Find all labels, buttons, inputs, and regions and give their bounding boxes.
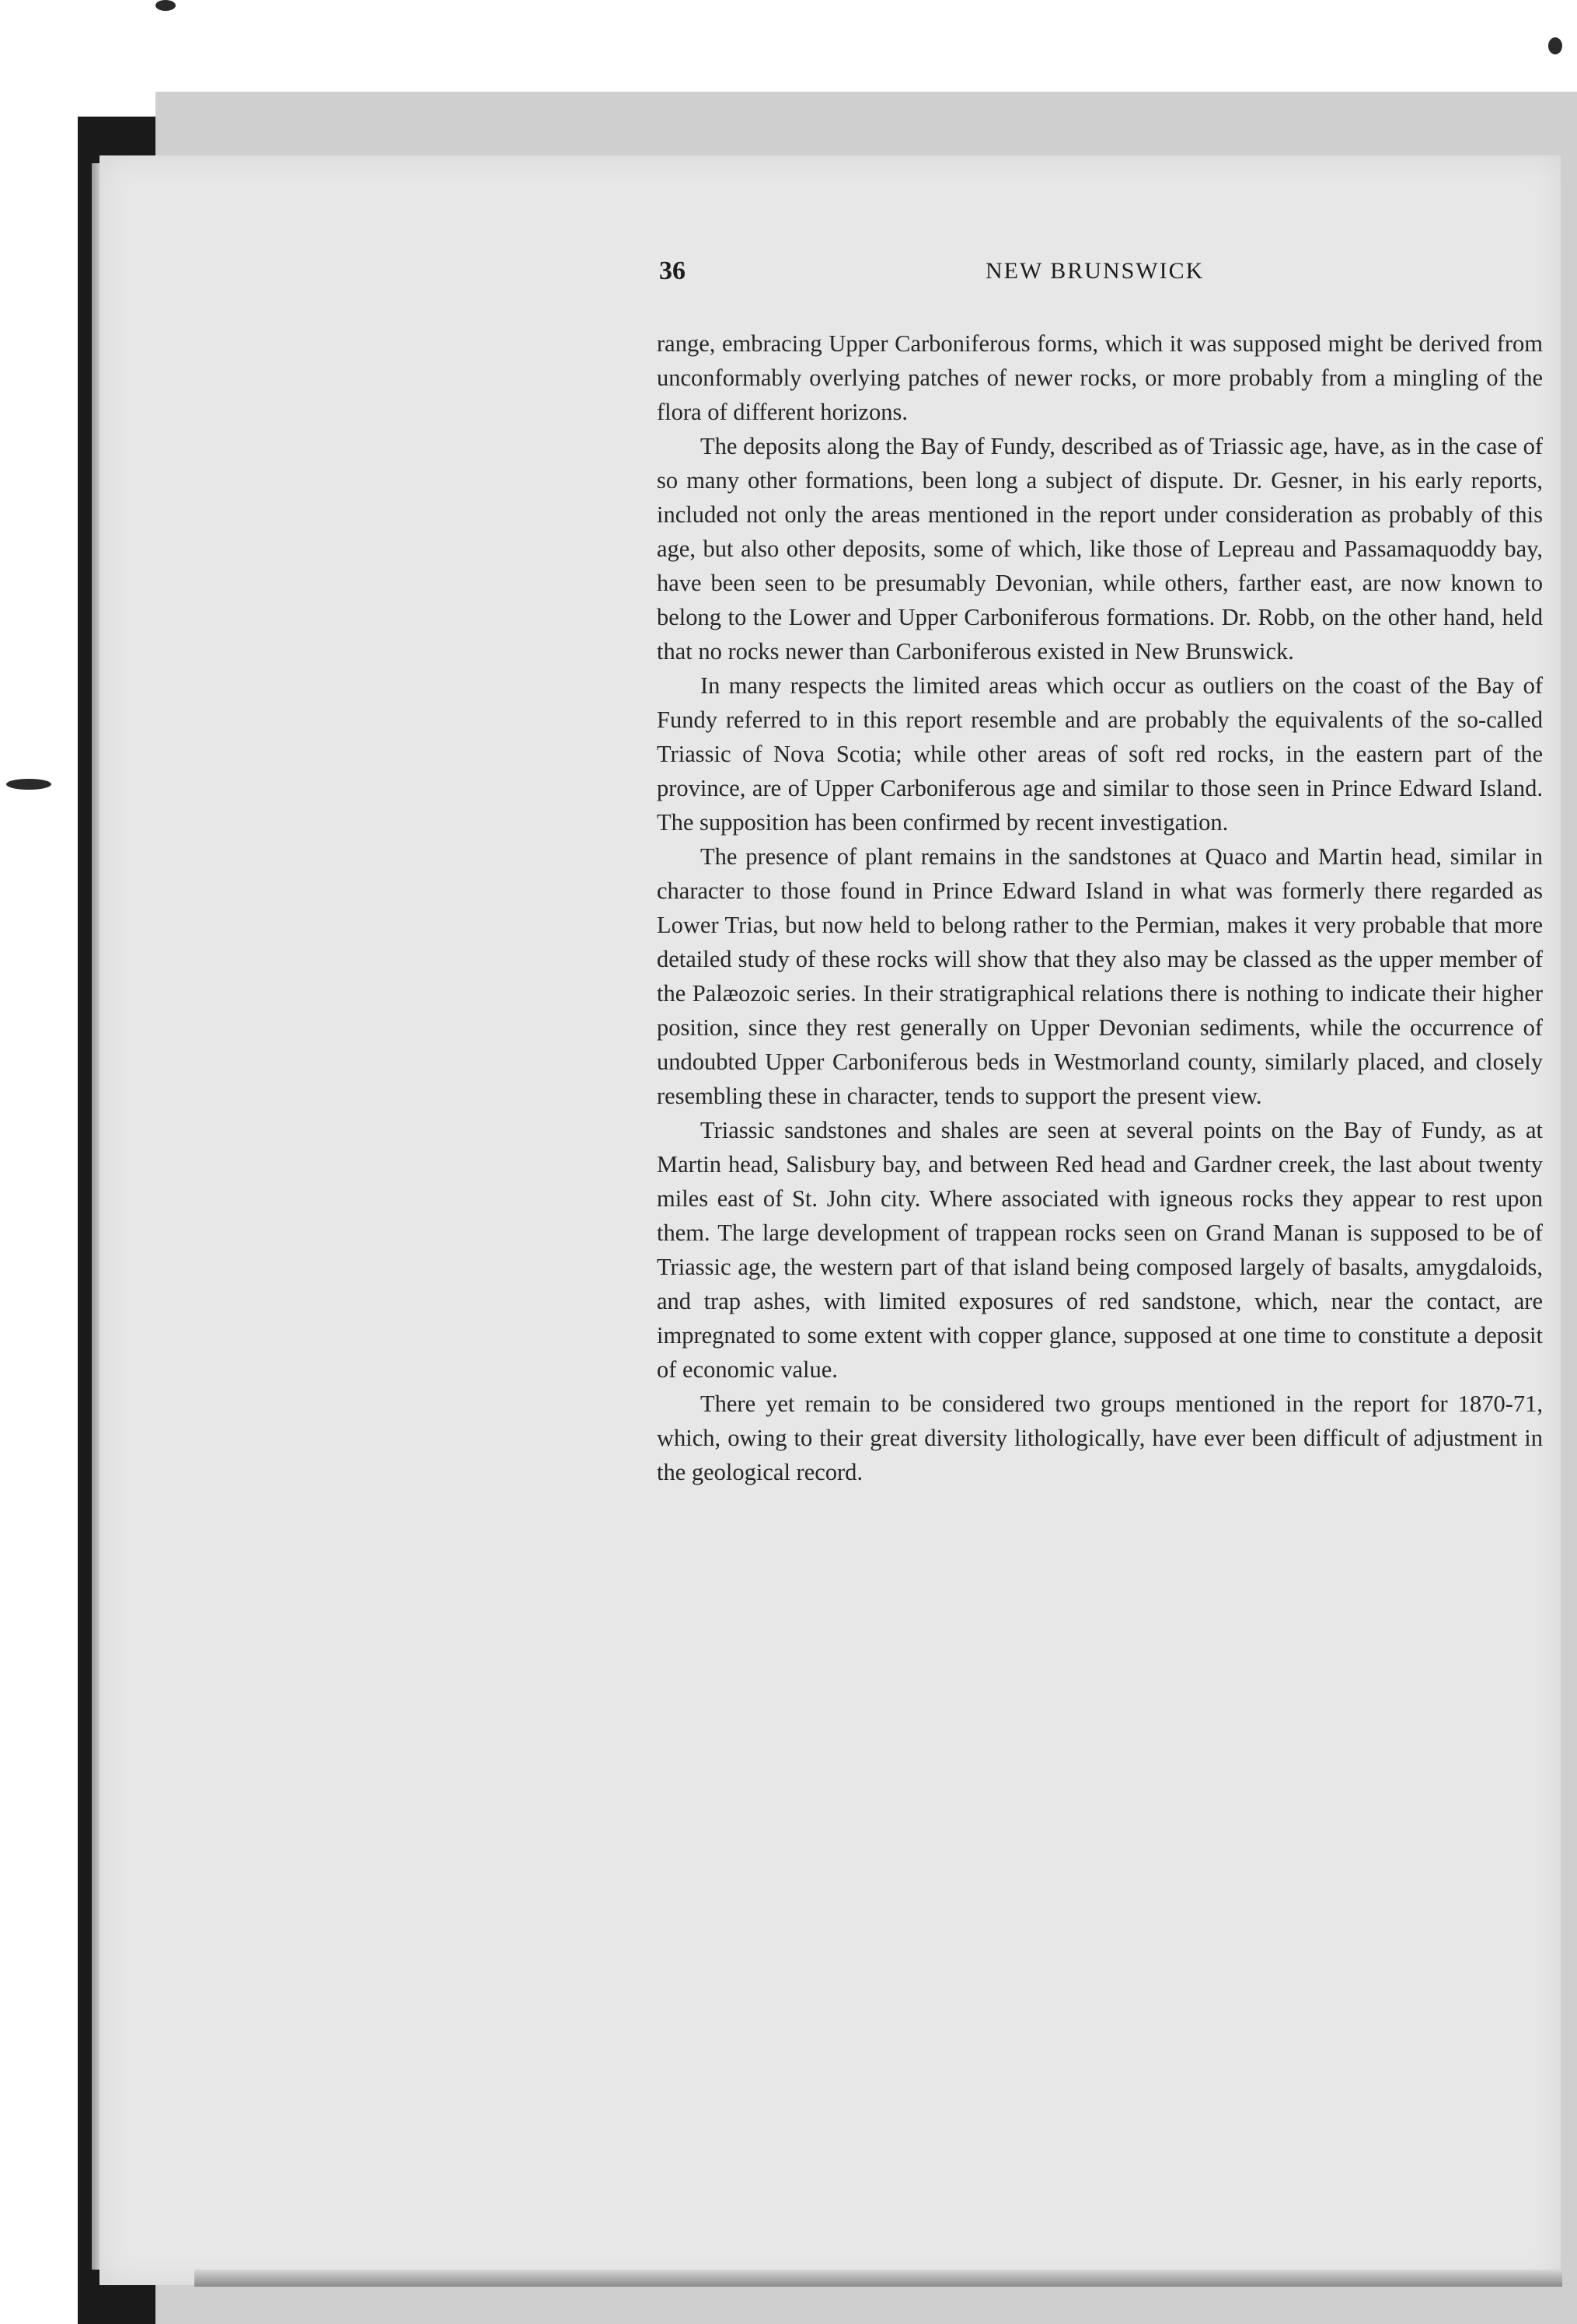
paragraph: range, embracing Upper Carboniferous forms, which it was supposed might be derived from unconformably overlying patches of newer rocks, or more probably from a mingling of the flora of different horizons.: [657, 330, 1543, 425]
paragraph: The deposits along the Bay of Fundy, described as of Triassic age, have, as in the case of so many other formations, been long a subject of dispute. Dr. Gesner, in his early reports, included not only the areas mentioned in the report under consideration as probably of this age, but also other deposits, some of which, like those of Lepreau and Passamaquoddy bay, have been seen to be presumably Devonian, while others, farther east, are now known to belong to the Lower and Upper Carboniferous formations. Dr. Robb, on the other hand, held that no rocks newer than Carboniferous existed in New Brunswick.: [657, 433, 1543, 665]
paragraph: In many respects the limited areas which occur as outliers on the coast of the Bay of Fundy referred to in this report resemble and are probably the equivalents of the so-called Triassic of Nova Scotia; while other areas of soft red rocks, in the eastern part of the province, are of Upper Carboniferous age and similar to those seen in Prince Edward Island. The supposition has been confirmed by recent investigation.: [657, 672, 1543, 836]
paragraph: There yet remain to be considered two groups mentioned in the report for 1870-71, which, owing to their great diversity lithologically, have ever been difficult of adjustment in the geological record.: [657, 1391, 1543, 1485]
page-number: 36: [659, 256, 686, 285]
paragraph: The presence of plant remains in the sandstones at Quaco and Martin head, similar in character to those found in Prince Edward Island in what was formerly there regarded as Lower Trias, but now held to belong rather to the Permian, makes it very probable that more detailed study of these rocks will show that they also may be classed as the upper member of the Palæozoic series. In their stratigraphical relations there is nothing to indicate their higher position, since they rest generally on Upper Devonian sediments, while the occurrence of undoubted Upper Carboniferous beds in Westmorland county, similarly placed, and closely resembling these in character, tends to support the present view.: [657, 843, 1543, 1109]
page-edge-bottom: [194, 2270, 1562, 2287]
body-text: [657, 326, 1543, 1489]
running-head: NEW BRUNSWICK: [986, 258, 1205, 284]
page-header: [659, 256, 1545, 292]
paragraph: Triassic sandstones and shales are seen at several points on the Bay of Fundy, as at Martin head, Salisbury bay, and between Red head and Gardner creek, the last about twenty miles east of St. John city. Where associated with igneous rocks they appear to rest upon them. The large development of trappean rocks seen on Grand Manan is supposed to be of Triassic age, the western part of that island being composed largely of basalts, amygdaloids, and trap ashes, with limited exposures of red sandstone, which, near the contact, are impregnated to some extent with copper glance, supposed at one time to constitute a deposit of economic value.: [657, 1117, 1543, 1383]
dust-speck: [6, 779, 51, 790]
dust-speck: [1548, 37, 1562, 54]
dust-speck: [155, 0, 176, 11]
